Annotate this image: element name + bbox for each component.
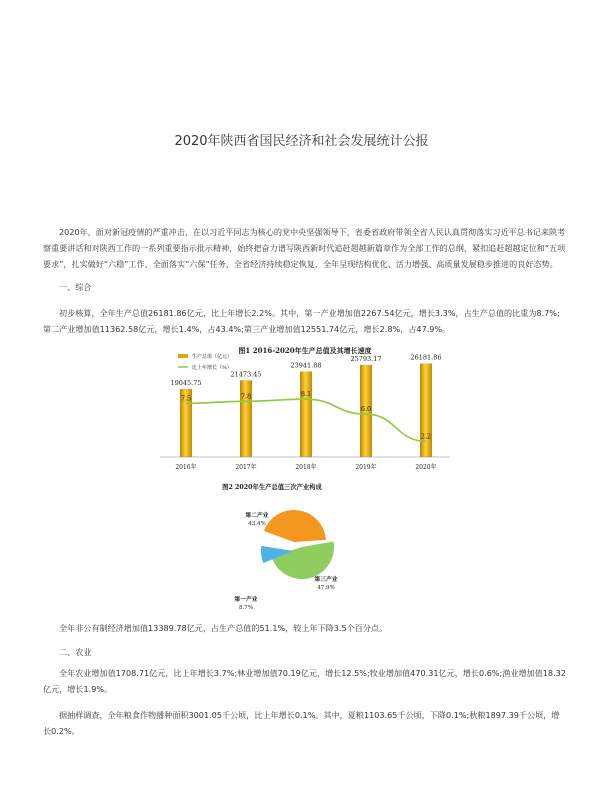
year-tick-3: 2018年 [295,464,317,471]
gdp-bar-5 [420,363,432,457]
growth-label-3: 8.1 [300,390,312,399]
page-title: 2020年陕西省国民经济和社会发展统计公报 [174,134,429,149]
section-heading-agriculture: 二、农业 [59,647,92,657]
gdp-bar-label-1: 19045.75 [170,378,202,387]
gdp-bar-label-4: 25793.17 [350,354,382,363]
section-heading-general: 一、综合 [59,282,92,292]
pie-name-1: 第二产业 [245,513,269,519]
pie-slice-1 [264,510,326,542]
growth-label-4: 6.0 [360,405,372,414]
growth-label-1: 7.5 [180,394,192,403]
legend-bar-swatch [178,354,188,358]
grain-paragraph: 据抽样调查，全年粮食作物播种面积3001.05千公顷，比上年增长0.1%。其中，夏粮1103.65千公顷，下降0.1%;秋粮1897.39千公顷，增长0.2%。 [43,710,560,736]
pie-value-3: 8.7% [239,605,253,611]
chart1-title: 图1 2016-2020年生产总值及其增长速度 [238,346,372,355]
pie-name-3: 第一产业 [234,597,258,603]
year-tick-4: 2019年 [355,464,377,471]
year-tick-2: 2017年 [235,464,257,471]
growth-label-5: 2.2 [420,432,432,441]
pie-value-1: 43.4% [248,521,266,527]
legend-gdp-label: 生产总值（亿元） [192,354,233,360]
gdp-bar-3 [300,371,312,457]
structure-pie-chart [200,477,390,612]
chart2-title: 图2 2020年生产总值三次产业构成 [222,484,322,491]
legend-growth-label: 比上年增长（%） [192,365,232,371]
nonpublic-paragraph: 全年非公有制经济增加值13389.78亿元，占生产总值的51.1%，较上年下降3.5个百分点。 [59,623,388,633]
intro-paragraph: 2020年，面对新冠疫情的严重冲击，在以习近平同志为核心的党中央坚强领导下，省委省政府带领全省人民认真贯彻落实习近平总书记来陕考察重要讲话和对陕西工作的一系列重要指示批示精神，始终把奋力谱写陕西新时代追赶超越新篇章作为全部工作的总纲，紧扣追赶超越定位和“五项要求”，扎实做好“六稳”工作、全面落实“六保”任务，全省经济持续稳定恢复，全年呈现结构优化、活力增强、高质量发展稳步推进的良好态势。 [43,227,566,269]
gdp-paragraph: 初步核算，全年生产总值26181.86亿元，比上年增长2.2%。其中，第一产业增加值2267.54亿元，增长3.3%，占生产总值的比重为8.7%;第二产业增加值11362.58亿元，增长1.4%，占43.4%;第三产业增加值12551.74亿元，增长2.8%，占47.9%。 [43,308,560,334]
gdp-bar-label-3: 23941.88 [290,361,322,370]
gdp-bar-label-2: 21473.45 [230,370,262,379]
year-tick-1: 2016年 [175,464,197,471]
agriculture-paragraph: 全年农业增加值1708.71亿元，比上年增长3.7%;林业增加值70.19亿元，增长12.5%;牧业增加值470.31亿元，增长0.6%;渔业增加值18.32亿元，增长1.9%。 [43,668,566,694]
gdp-bar-label-5: 26181.86 [410,353,442,362]
growth-label-2: 7.8 [240,392,252,401]
pie-name-2: 第三产业 [314,577,338,583]
year-tick-5: 2020年 [415,464,437,471]
pie-value-2: 47.9% [317,585,335,591]
gdp-chart [150,342,460,474]
pie-slice-2 [271,541,334,579]
